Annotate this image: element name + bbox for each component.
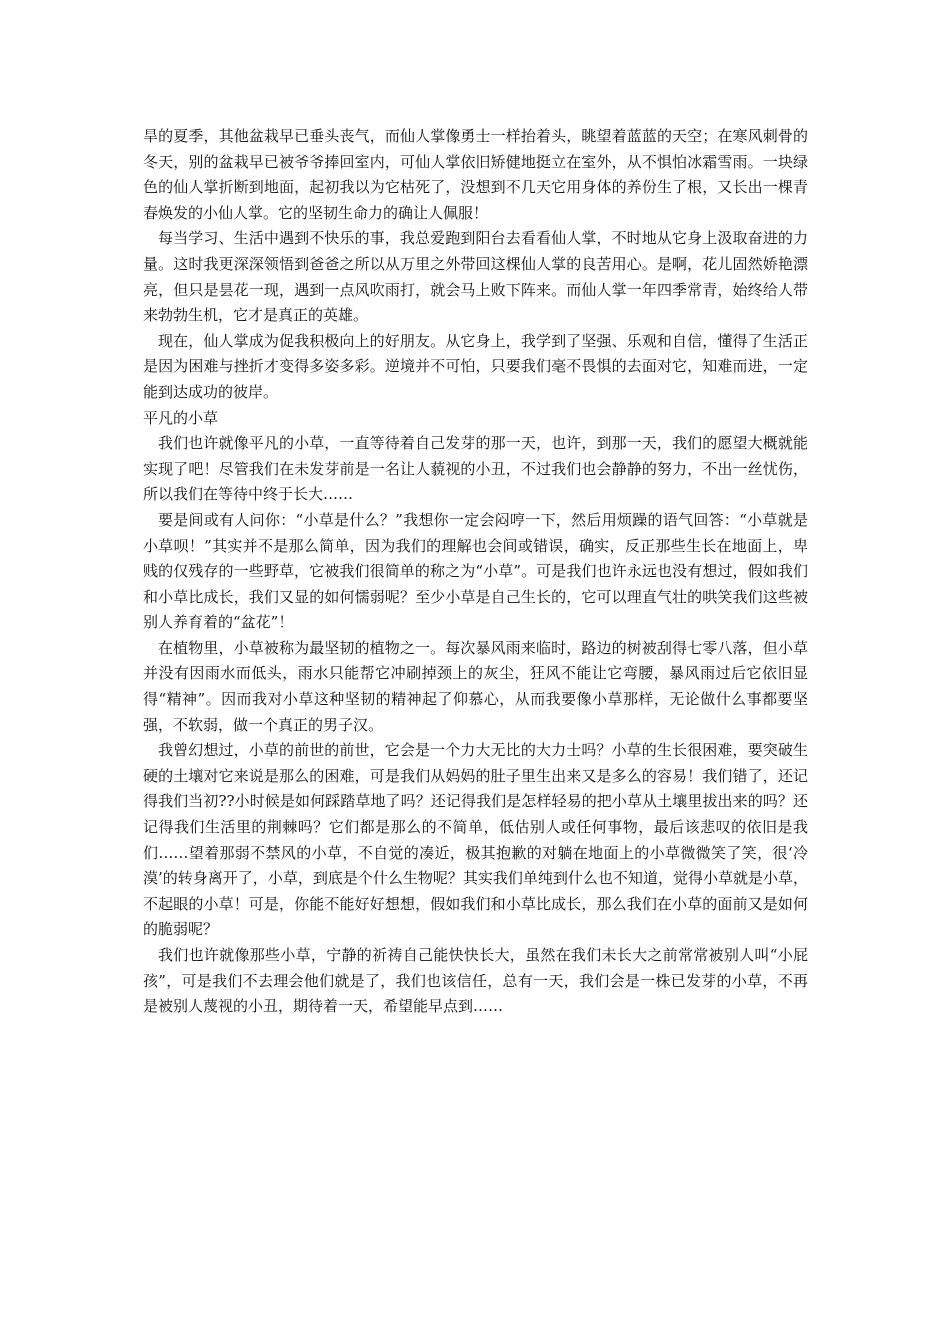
- paragraph-grass-hope: 我们也许就像那些小草，宁静的祈祷自己能快快长大，虽然在我们未长大之前常常被别人叫“小屁孩”，可是我们不去理会他们就是了，我们也该信任，总有一天，我们会是一株已发芽的小草，不再是被别人蔑视的小丑，期待着一天，希望能早点到……: [143, 946, 808, 1016]
- document-body: [143, 124, 808, 1020]
- paragraph-grass-tenacity: 在植物里，小草被称为最坚韧的植物之一。每次暴风雨来临时，路边的树被刮得七零八落，但小草并没有因雨水而低头，雨水只能帮它冲刷掉颈上的灰尘，狂风不能让它弯腰，暴风雨过后它依旧显得“精神”。因而我对小草这种坚韧的精神起了仰慕心，从而我要像小草那样，无论做什么事都要坚强，不软弱，做一个真正的男子汉。: [143, 638, 808, 734]
- paragraph-grass-question: 要是间或有人问你：“小草是什么？”我想你一定会闷哼一下，然后用烦躁的语气回答：“小草就是小草呗！”其实并不是那么简单，因为我们的理解也会间或错误，确实，反正那些生长在地面上，卑贱的仅残存的一些野草，它被我们很简单的称之为“小草”。可是我们也许永远也没有想过，假如我们和小草比成长，我们又显的如何懦弱呢？至少小草是自己生长的，它可以理直气壮的哄笑我们这些被别人养育着的“盆花”！: [143, 510, 808, 632]
- paragraph-cactus-friend: 现在，仙人掌成为促我积极向上的好朋友。从它身上，我学到了坚强、乐观和自信，懂得了生活正是因为困难与挫折才变得多姿多彩。逆境并不可怕，只要我们毫不畏惧的去面对它，知难而进，一定能到达成功的彼岸。: [143, 331, 808, 401]
- section-title: 平凡的小草: [143, 408, 219, 427]
- paragraph-cactus-endurance: 旱的夏季，其他盆栽早已垂头丧气，而仙人掌像勇士一样抬着头，眺望着蓝蓝的天空；在寒风刺骨的冬天，别的盆栽早已被爷爷捧回室内，可仙人掌依旧矫健地挺立在室外，从不惧怕冰霜雪雨。一块绿色的仙人掌折断到地面，起初我以为它枯死了，没想到不几天它用身体的养份生了根，又长出一棵青春焕发的小仙人掌。它的坚韧生命力的确让人佩服！: [143, 127, 808, 222]
- paragraph-cactus-inspiration: 每当学习、生活中遇到不快乐的事，我总爱跑到阳台去看看仙人掌，不时地从它身上汲取奋进的力量。这时我更深深领悟到爸爸之所以从万里之外带回这棵仙人掌的良苦用心。是啊，花儿固然娇艳漂亮，但只是昙花一现，遇到一点风吹雨打，就会马上败下阵来。而仙人掌一年四季常青，始终给人带来勃勃生机，它才是真正的英雄。: [143, 229, 808, 325]
- paragraph-grass-imagination: 我曾幻想过，小草的前世的前世，它会是一个力大无比的大力士吗？小草的生长很困难，要突破生硬的土壤对它来说是那么的困难，可是我们从妈妈的肚子里生出来又是多么的容易！我们错了，还记得我们当初??小时候是如何踩踏草地了吗？还记得我们是怎样轻易的把小草从土壤里拔出来的吗？还记得我们生活里的荆棘吗？它们都是那么的不简单，低估别人或任何事物，最后该悲叹的依旧是我们……望着那弱不禁风的小草，不自觉的凑近，极其抱歉的对躺在地面上的小草微微笑了笑，很‘冷漠’的转身离开了，小草，到底是个什么生物呢？其实我们单纯到什么也不知道，觉得小草就是小草，不起眼的小草！可是，你能不能好好想想，假如我们和小草比成长，那么我们在小草的面前又是如何的脆弱呢？: [143, 741, 808, 939]
- paragraph-grass-waiting: 我们也许就像平凡的小草，一直等待着自己发芽的那一天，也许，到那一天，我们的愿望大概就能实现了吧！尽管我们在未发芽前是一名让人藐视的小丑，不过我们也会静静的努力，不出一丝忧伤，所以我们在等待中终于长大……: [143, 434, 808, 504]
